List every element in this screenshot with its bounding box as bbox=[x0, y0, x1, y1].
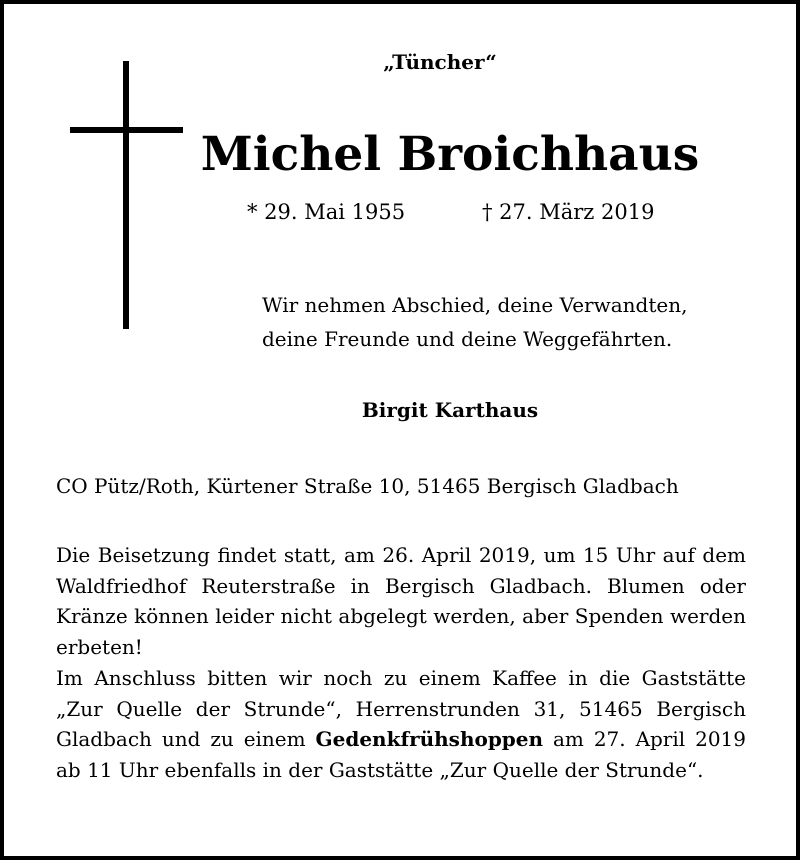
deceased-name: Michel Broichhaus bbox=[200, 127, 700, 182]
reception-text-end: am 27. April 2019 ab 11 Uhr ebenfalls in der Gaststätte „Zur Quelle der Strunde“. bbox=[56, 727, 746, 782]
farewell-line: Wir nehmen Abschied, deine Verwandten, bbox=[262, 293, 688, 317]
farewell-line: deine Freunde und deine Weggefährten. bbox=[262, 327, 673, 351]
farewell-text bbox=[262, 288, 687, 356]
nickname: „Tüncher“ bbox=[383, 50, 497, 74]
signature: Birgit Karthaus bbox=[361, 398, 539, 422]
contact-address: CO Pütz/Roth, Kürtener Straße 10, 51465 Bergisch Gladbach bbox=[56, 474, 679, 498]
reception-paragraph bbox=[56, 663, 746, 786]
cross-icon-horizontal bbox=[70, 127, 183, 133]
birth-date: * 29. Mai 1955 bbox=[247, 200, 406, 224]
memorial-event-name: Gedenkfrühshoppen bbox=[315, 727, 544, 752]
reception-text-start: Im Anschluss bitten wir noch zu einem Kaffee in die Gaststätte „Zur Quelle der Strunde“, Herrenstrunden 31, 51465 Bergisch Gladbach und zu einem bbox=[56, 665, 746, 752]
burial-paragraph: Die Beisetzung findet statt, am 26. April 2019, um 15 Uhr auf dem Waldfriedhof Reuterstraße in Bergisch Gladbach. Blumen oder Kränze können leider nicht abgelegt werden, aber Spenden werden erbeten! bbox=[56, 543, 746, 660]
cross-icon-vertical bbox=[123, 61, 129, 329]
funeral-details bbox=[56, 540, 746, 786]
death-date: † 27. März 2019 bbox=[482, 200, 655, 224]
